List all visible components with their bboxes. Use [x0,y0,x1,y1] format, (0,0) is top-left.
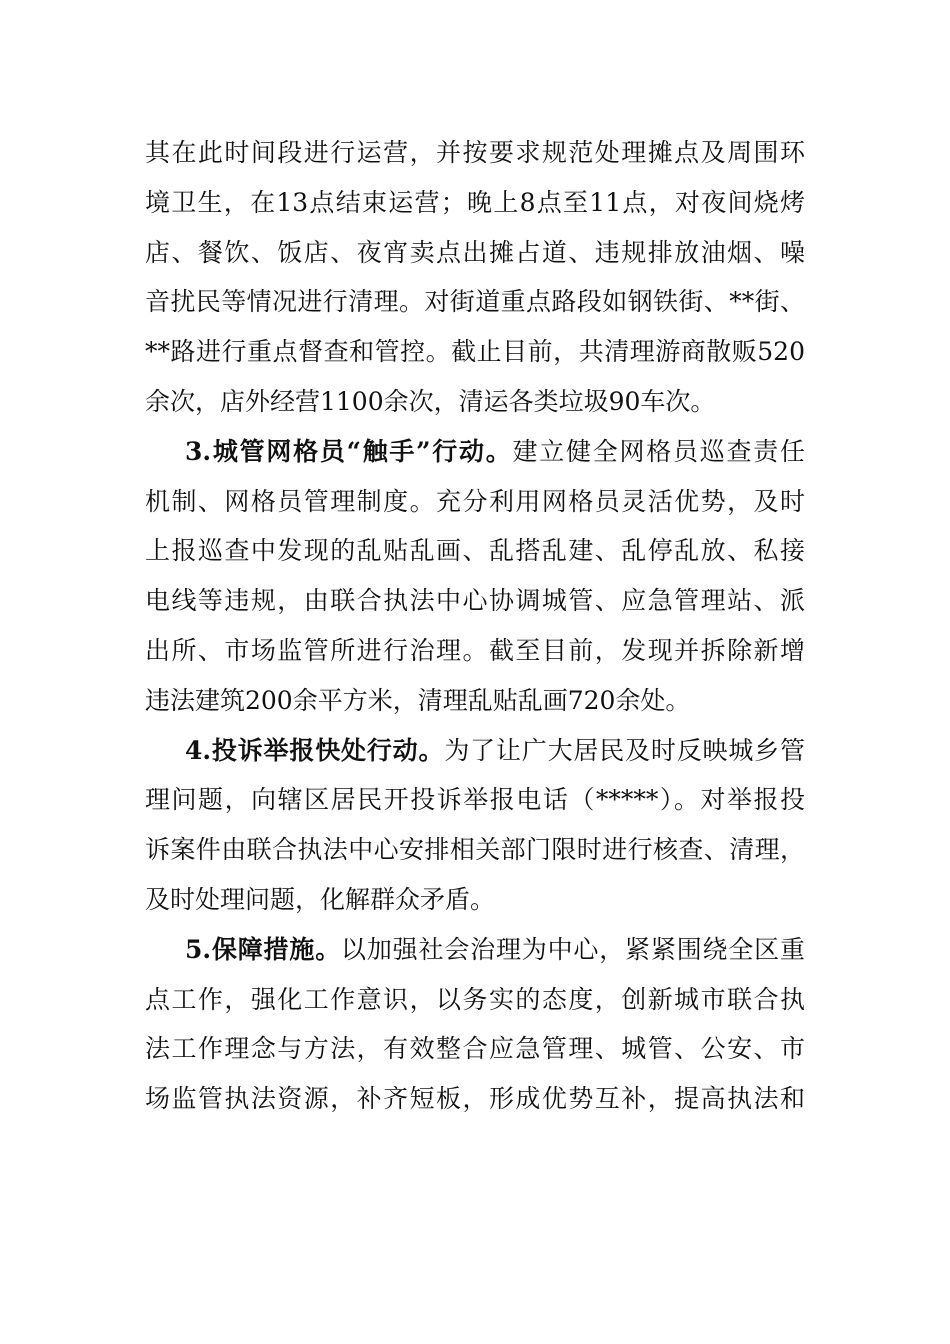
text-line: 余次，店外经营1100余次，清运各类垃圾90车次。 [145,386,716,416]
paragraph-complaint-action [145,726,805,925]
text-line: 及时处理问题，化解群众矛盾。 [145,884,496,914]
text-span: 为了让广大居民及时反映城乡管 [444,735,805,765]
text-line: 上报巡查中发现的乱贴乱画、乱搭乱建、乱停乱放、私接 [145,536,805,566]
text-line: 出所、市场监管所进行治理。截至目前，发现并拆除新增 [145,635,805,665]
text-line: 法工作理念与方法，有效整合应急管理、城管、公安、市 [145,1034,805,1064]
text-line: 境卫生，在13点结束运营；晚上8点至11点，对夜间烧烤 [145,187,805,217]
text-span: 以加强社会治理为中心，紧紧围绕全区重 [341,934,805,964]
text-line: 电线等违规，由联合执法中心协调城管、应急管理站、派 [145,586,805,616]
paragraph-grid-action [145,427,805,726]
section-heading: 5.保障措施。 [185,934,342,964]
text-line: 机制、网格员管理制度。充分利用网格员灵活优势，及时 [145,486,805,516]
text-line: 其在此时间段进行运营，并按要求规范处理摊点及周围环 [145,138,805,167]
text-line: 场监管执法资源，补齐短板，形成优势互补，提高执法和 [145,1084,805,1114]
text-line: 店、餐饮、饭店、夜宵卖点出摊占道、违规排放油烟、噪 [145,237,805,267]
paragraph-first-line [145,925,805,975]
text-line: 诉案件由联合执法中心安排相关部门限时进行核查、清理， [145,835,805,865]
text-line: **路进行重点督查和管控。截止目前，共清理游商散贩520 [145,337,805,367]
text-line: 音扰民等情况进行清理。对街道重点路段如钢铁街、**街、 [145,287,805,317]
paragraph-safeguard-measures [145,925,805,1124]
paragraph-first-line [145,427,805,477]
text-line: 违法建筑200余平方米，清理乱贴乱画720余处。 [145,685,691,715]
text-line: 理问题，向辖区居民开投诉举报电话（*****）。对举报投 [145,785,805,815]
paragraph-first-line [145,726,805,776]
text-span: 建立健全网格员巡查责任 [512,436,805,466]
paragraph-continuation [145,128,805,427]
document-body [145,128,805,1124]
section-heading: 4.投诉举报快处行动。 [185,735,445,765]
section-heading: 3.城管网格员“触手”行动。 [185,436,513,466]
text-line: 点工作，强化工作意识，以务实的态度，创新城市联合执 [145,984,805,1014]
